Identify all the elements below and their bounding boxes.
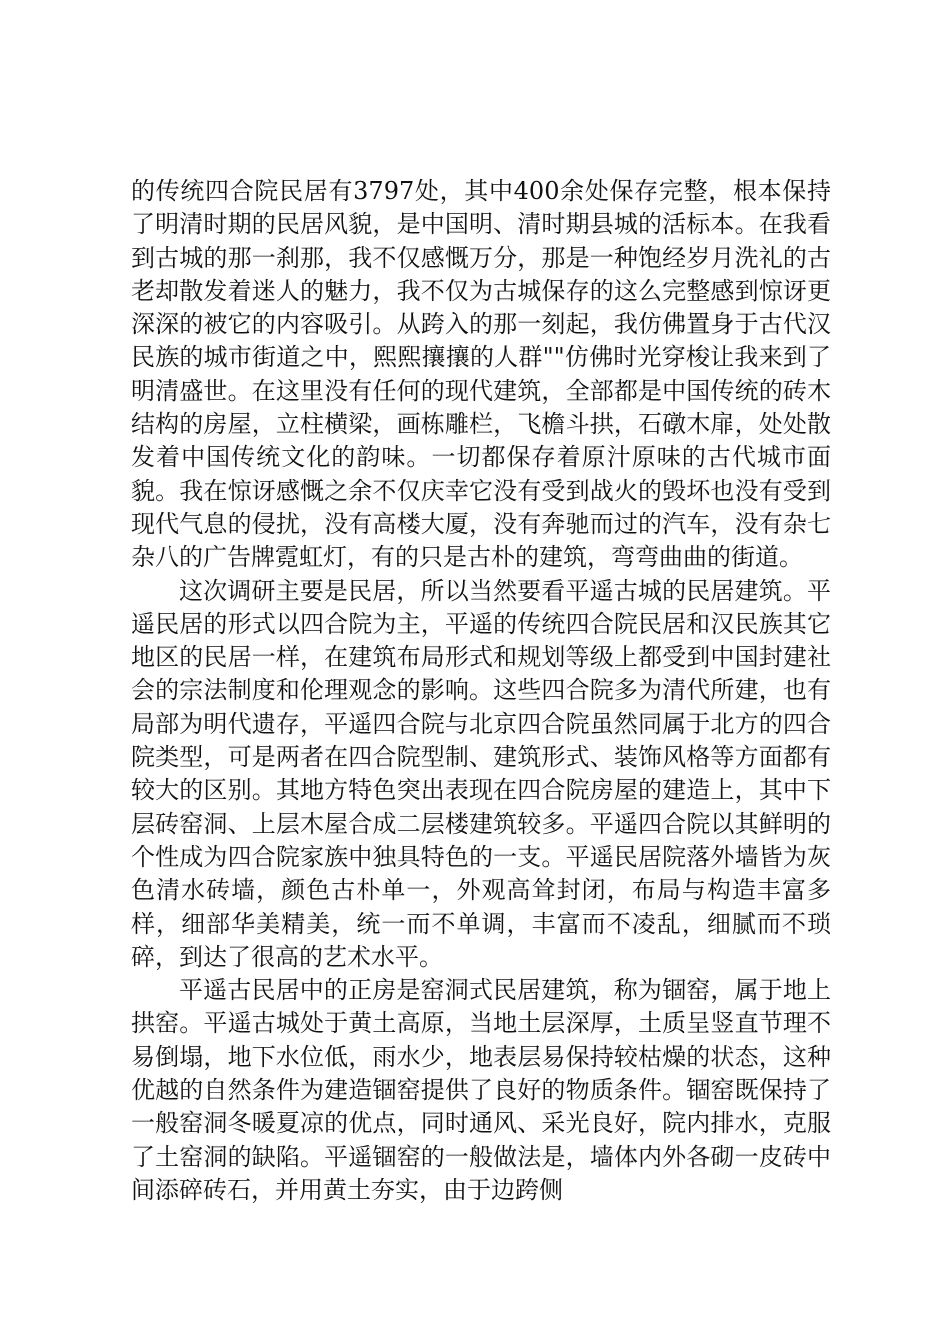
- paragraph-3: 平遥古民居中的正房是窑洞式民居建筑，称为锢窑，属于地上拱窑。平遥古城处于黄土高原，当地土层深厚，土质呈竖直节理不易倒塌，地下水位低，雨水少，地表层易保持较枯燥的状态，这种优越的自然条件为建造锢窑提供了良好的物质条件。锢窑既保持了一般窑洞冬暖夏凉的优点，同时通风、采光良好，院内排水，克服了土窑洞的缺陷。平遥锢窑的一般做法是，墙体内外各砌一皮砖中间添碎砖石，并用黄土夯实，由于边跨侧: [131, 976, 831, 1204]
- paragraph-2: 这次调研主要是民居，所以当然要看平遥古城的民居建筑。平遥民居的形式以四合院为主，平遥的传统四合院民居和汉民族其它地区的民居一样，在建筑布局形式和规划等级上都受到中国封建社会的宗法制度和伦理观念的影响。这些四合院多为清代所建，也有局部为明代遗存，平遥四合院与北京四合院虽然同属于北方的四合院类型，可是两者在四合院型制、建筑形式、装饰风格等方面都有较大的区别。其地方特色突出表现在四合院房屋的建造上，其中下层砖窑洞、上层木屋合成二层楼建筑较多。平遥四合院以其鲜明的个性成为四合院家族中独具特色的一支。平遥民居院落外墙皆为灰色清水砖墙，颜色古朴单一，外观高耸封闭，布局与构造丰富多样，细部华美精美，统一而不单调，丰富而不凌乱，细腻而不琐碎，到达了很高的艺术水平。: [131, 576, 831, 971]
- document-body: [131, 175, 831, 1207]
- paragraph-1: 的传统四合院民居有3797处，其中400余处保存完整，根本保持了明清时期的民居风貌，是中国明、清时期县城的活标本。在我看到古城的那一刹那，我不仅感慨万分，那是一种饱经岁月洗礼的古老却散发着迷人的魅力，我不仅为古城保存的这么完整感到惊讶更深深的被它的内容吸引。从跨入的那一刻起，我仿佛置身于古代汉民族的城市街道之中，熙熙攘攘的人群""仿佛时光穿梭让我来到了明清盛世。在这里没有任何的现代建筑，全部都是中国传统的砖木结构的房屋，立柱横梁，画栋雕栏，飞檐斗拱，石礅木扉，处处散发着中国传统文化的韵味。一切都保存着原汁原味的古代城市面貌。我在惊讶感慨之余不仅庆幸它没有受到战火的毁坏也没有受到现代气息的侵扰，没有高楼大厦，没有奔驰而过的汽车，没有杂七杂八的广告牌霓虹灯，有的只是古朴的建筑，弯弯曲曲的街道。: [131, 177, 831, 572]
